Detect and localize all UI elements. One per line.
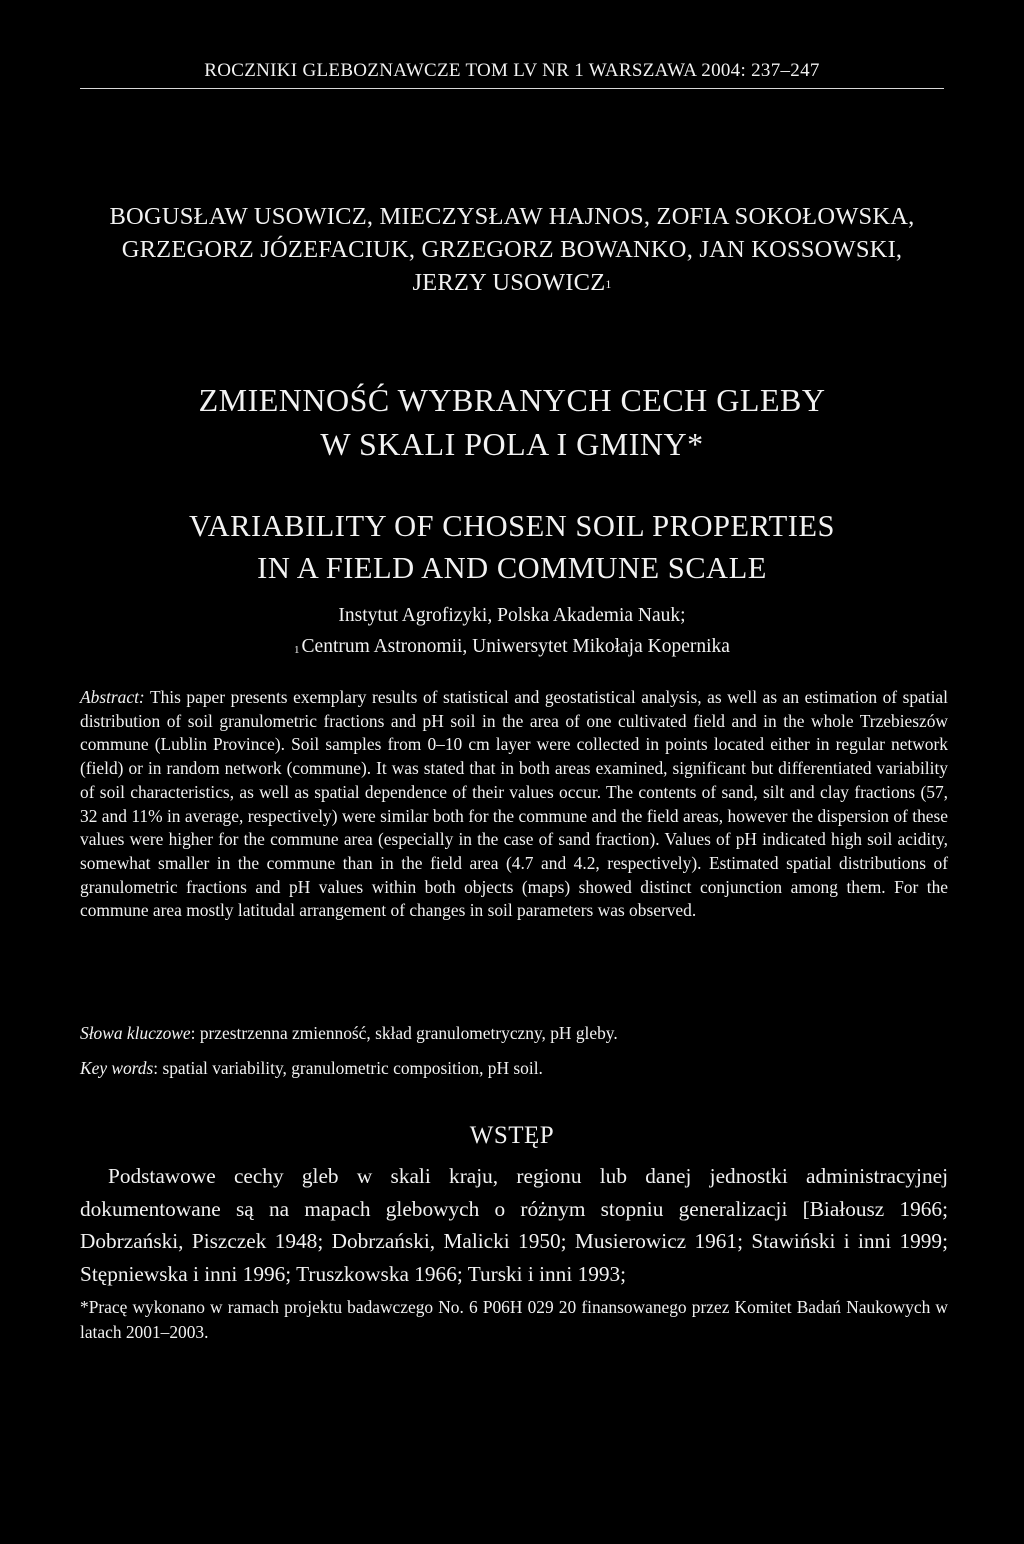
affiliation-1: Instytut Agrofizyki, Polska Akademia Nauk; <box>338 605 686 626</box>
title-english-line-1: VARIABILITY OF CHOSEN SOIL PROPERTIES <box>189 509 835 543</box>
keywords-english-text: spatial variability, granulometric composition, pH soil. <box>162 1058 543 1078</box>
keywords-polish-label: Słowa kluczowe <box>80 1023 191 1043</box>
abstract-label: Abstract: <box>80 687 145 707</box>
abstract-text: This paper presents exemplary results of statistical and geostatistical analysis, as well as an estimation of spatial distribution of soil granulometric fractions and pH soil in the area of one cultivated field and in the whole Trzebieszów commune (Lublin Province). Soil samples from 0–10 cm layer were collected in points located either in regular network (field) or in random network (commune). It was stated that in both areas examined, significant but differentiated variability of soil characteristics, as well as spatial dependence of their values occur. The contents of sand, silt and clay fractions (57, 32 and 11% in average, respectively) were similar both for the commune and the field areas, however the dispersion of these values were higher for the commune area (especially in the case of sand fraction). Values of pH indicated high soil acidity, somewhat smaller in the commune than in the field area (4.7 and 4.2, respectively). Estimated spatial distributions of granulometric fractions and pH values within both objects (maps) showed distinct conjunction among them. For the commune area mostly latitudal arrangement of changes in soil parameters was observed. <box>80 687 948 921</box>
author-name: JERZY USOWICZ <box>412 269 606 296</box>
affiliation-2 <box>60 631 964 662</box>
authors-line-1: BOGUSŁAW USOWICZ, MIECZYSŁAW HAJNOS, ZOFIA SOKOŁOWSKA, <box>109 203 915 230</box>
abstract <box>80 686 948 923</box>
section-heading: WSTĘP <box>469 1122 555 1149</box>
title-polish-line-1: ZMIENNOŚĆ WYBRANYCH CECH GLEBY <box>198 382 826 418</box>
title-polish <box>60 378 964 466</box>
keywords-polish-text: przestrzenna zmienność, skład granulometryczny, pH gleby. <box>199 1023 618 1043</box>
affiliation-marker: 1 <box>605 277 612 291</box>
intro-paragraph: Podstawowe cechy gleb w skali kraju, regionu lub danej jednostki administracyjnej dokumentowane są na mapach glebowych o różnym stopniu generalizacji [Białousz 1966; Dobrzański, Piszczek 1948; Dobrzański, Malicki 1950; Musierowicz 1961; Stawiński i inni 1999; Stępniewska i inni 1996; Truszkowska 1966; Turski i inni 1993; <box>80 1164 948 1286</box>
keywords-polish: Słowa kluczowe: przestrzenna zmienność, skład granulometryczny, pH gleby. <box>80 1023 618 1043</box>
journal-header: ROCZNIKI GLEBOZNAWCZE TOM LV NR 1 WARSZAWA 2004: 237–247 <box>80 60 944 89</box>
authors-line-2: GRZEGORZ JÓZEFACIUK, GRZEGORZ BOWANKO, JAN KOSSOWSKI, <box>121 236 903 263</box>
title-polish-line-2: W SKALI POLA I GMINY* <box>320 426 704 462</box>
title-english <box>60 505 964 589</box>
affiliations <box>60 600 964 662</box>
keywords-english: Key words: spatial variability, granulometric composition, pH soil. <box>80 1058 543 1078</box>
keywords-english-label: Key words <box>80 1058 154 1078</box>
footnote: *Pracę wykonano w ramach projektu badawczego No. 6 P06H 029 20 finansowanego przez Komitet Badań Naukowych w latach 2001–2003. <box>80 1297 948 1342</box>
affiliation-marker: 1 <box>294 644 300 656</box>
authors-line-3 <box>60 266 964 299</box>
author-list <box>60 200 964 299</box>
affiliation-2-text: Centrum Astronomii, Uniwersytet Mikołaja Kopernika <box>301 636 730 657</box>
title-english-line-2: IN A FIELD AND COMMUNE SCALE <box>257 551 767 585</box>
